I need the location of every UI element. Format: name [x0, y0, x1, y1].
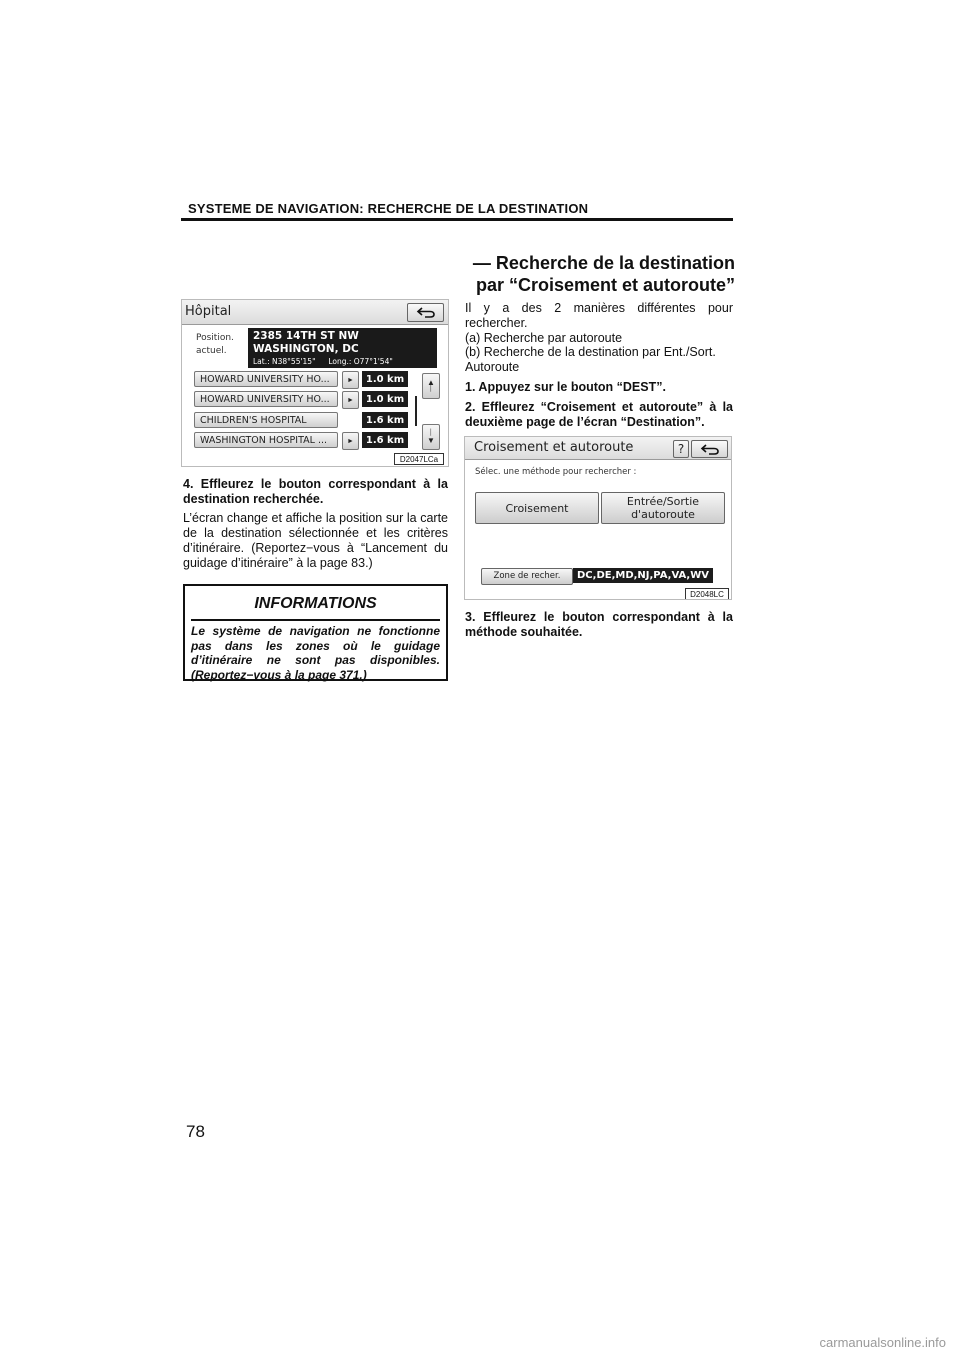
page-number: 78: [186, 1122, 205, 1141]
back-button[interactable]: [407, 303, 444, 322]
back-button[interactable]: [691, 440, 728, 458]
step-3: 3. Effleurez le bouton correspondant à la méthode souhaitée.: [465, 610, 733, 639]
zone-value: DC,DE,MD,NJ,PA,VA,WV: [573, 568, 713, 583]
intro-text: Il y a des 2 manières différentes pour rechercher.: [465, 301, 733, 330]
hospital-screen-title: Hôpital: [185, 304, 232, 319]
information-text: Le système de navigation ne fonctionne pas dans les zones où le guidage d’itinéraire ne sont pas disponibles. (Reportez−vous à la page 371.): [191, 624, 440, 682]
figure-code: D2048LC: [685, 588, 729, 600]
help-button[interactable]: [673, 440, 689, 458]
distance-value: 1.6 km: [362, 412, 408, 428]
entree-sortie-label-1: Entrée/Sortie: [626, 495, 700, 508]
play-icon: ►: [347, 437, 354, 445]
croisement-screen: [464, 436, 732, 600]
scroll-up-button[interactable]: ▲ │: [422, 373, 440, 399]
croisement-button[interactable]: Croisement: [475, 492, 599, 524]
play-icon: ►: [347, 396, 354, 404]
entree-sortie-autoroute-button[interactable]: [601, 492, 725, 524]
back-arrow-icon: [700, 444, 720, 455]
method-prompt: Sélec. une méthode pour rechercher :: [475, 467, 637, 477]
play-icon: ►: [347, 376, 354, 384]
step-1: 1. Appuyez sur le bouton “DEST”.: [465, 380, 666, 394]
zone-button[interactable]: Zone de recher.: [481, 568, 573, 585]
scroll-track[interactable]: [415, 396, 417, 426]
option-b: (b) Recherche de la destination par Ent./Sort. Autoroute: [465, 345, 716, 374]
figure-code: D2047LCa: [394, 453, 444, 465]
hospital-screen: [181, 299, 449, 467]
header-rule: [181, 218, 733, 221]
step-2: 2. Effleurez “Croisement et autoroute” à la deuxième page de l’écran “Destination”.: [465, 400, 733, 429]
arrow-down-icon: ▼: [427, 436, 435, 445]
map-arrow-button[interactable]: [342, 371, 359, 389]
long-value: O77°1'54": [353, 357, 393, 366]
address-line2: WASHINGTON, DC: [253, 343, 359, 355]
scroll-down-button[interactable]: │ ▼: [422, 424, 440, 450]
option-a: (a) Recherche par autoroute: [465, 331, 623, 345]
watermark: carmanualsonline.info: [819, 1335, 946, 1350]
section-title: [455, 252, 735, 296]
long-label: Long.:: [328, 357, 352, 366]
information-box: [183, 584, 448, 681]
step-4: 4. Effleurez le bouton correspondant à la destination recherchée.: [183, 477, 448, 506]
current-address-box: [248, 328, 437, 368]
croisement-screen-title: Croisement et autoroute: [474, 440, 634, 455]
position-label: Position. actuel.: [196, 333, 234, 356]
distance-value: 1.6 km: [362, 432, 408, 448]
coordinates: [253, 357, 393, 366]
lat-label: Lat.:: [253, 357, 270, 366]
information-rule: [191, 619, 440, 621]
help-icon: ?: [677, 442, 685, 456]
map-arrow-button[interactable]: [342, 391, 359, 409]
map-arrow-button[interactable]: [342, 432, 359, 450]
back-arrow-icon: [416, 307, 436, 318]
distance-value: 1.0 km: [362, 371, 408, 387]
lat-value: N38°55'15": [272, 357, 316, 366]
page-header: SYSTEME DE NAVIGATION: RECHERCHE DE LA DESTINATION: [188, 201, 589, 216]
information-title: INFORMATIONS: [254, 595, 377, 612]
section-title-line2: par “Croisement et autoroute”: [475, 275, 735, 295]
list-item-button[interactable]: HOWARD UNIVERSITY HO...: [194, 391, 338, 407]
list-item-button[interactable]: WASHINGTON HOSPITAL ...: [194, 432, 338, 448]
entree-sortie-label-2: d'autoroute: [631, 508, 695, 521]
distance-value: 1.0 km: [362, 391, 408, 407]
list-item-button[interactable]: CHILDREN'S HOSPITAL: [194, 412, 338, 428]
list-item-button[interactable]: HOWARD UNIVERSITY HO...: [194, 371, 338, 387]
section-title-line1: — Recherche de la destination: [472, 253, 735, 273]
arrow-up-icon: ▲: [427, 378, 435, 387]
result-paragraph: L’écran change et affiche la position sur la carte de la destination sélectionnée et les critères d’itinéraire. (Reportez−vous à “Lancement du guidage d’itinéraire” à la page 83.): [183, 511, 448, 570]
address-line1: 2385 14TH ST NW: [253, 330, 359, 342]
